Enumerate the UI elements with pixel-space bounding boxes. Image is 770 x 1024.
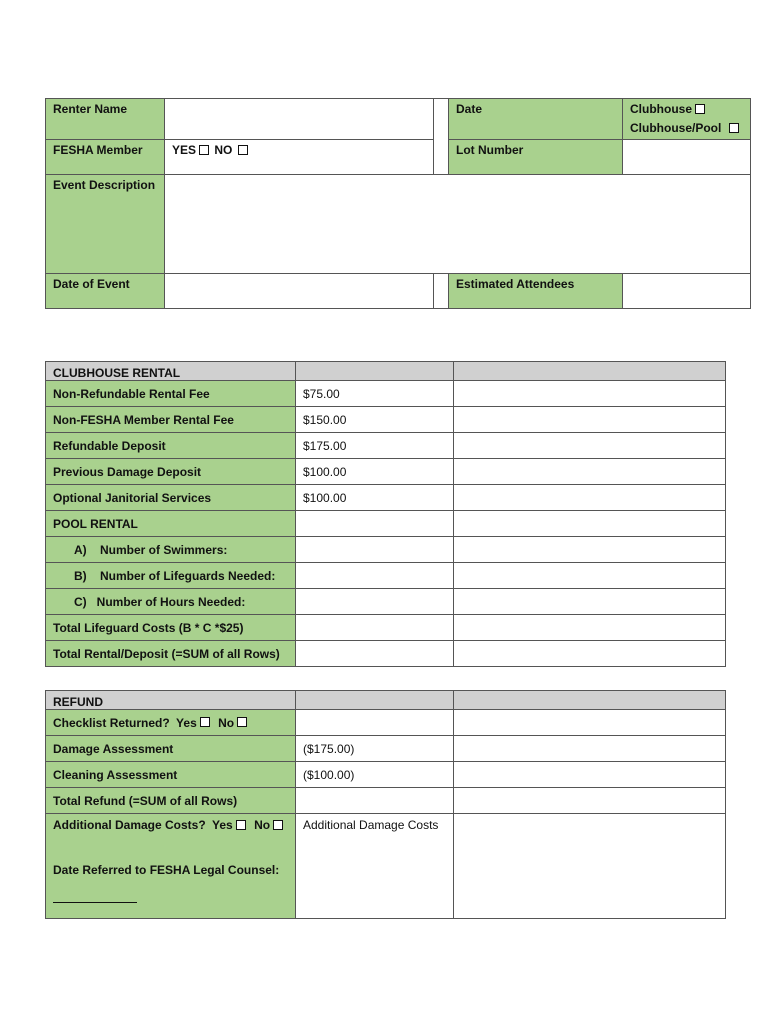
rental-row-entry[interactable]	[454, 485, 726, 511]
rental-row-value: $100.00	[296, 459, 454, 485]
rental-row-label: Total Lifeguard Costs (B * C *$25)	[46, 615, 296, 641]
rental-row-label: Refundable Deposit	[46, 433, 296, 459]
rental-row-label: Non-FESHA Member Rental Fee	[46, 407, 296, 433]
legal-counsel-label: Date Referred to FESHA Legal Counsel:	[53, 863, 280, 877]
checklist-label-text: Checklist Returned?	[53, 715, 170, 730]
estimated-attendees-label-text: Estimated Attendees	[456, 277, 575, 291]
spacer-column-top	[433, 98, 449, 175]
clubhouse-label: Clubhouse	[630, 102, 692, 116]
rental-header-blank	[296, 362, 454, 381]
checklist-yes-checkbox[interactable]	[200, 717, 210, 727]
rental-row-value[interactable]	[296, 537, 454, 563]
event-description-label	[45, 174, 165, 274]
clubhouse-pool-checkbox[interactable]	[729, 123, 739, 133]
table-row	[46, 381, 726, 407]
date-of-event-field[interactable]	[164, 273, 434, 309]
renter-name-label-text: Renter Name	[53, 102, 128, 116]
total-refund-value[interactable]	[296, 788, 454, 814]
clubhouse-pool-label: Clubhouse/Pool	[630, 121, 722, 135]
rental-row-value[interactable]	[296, 615, 454, 641]
rental-row-entry[interactable]	[454, 433, 726, 459]
rental-row-label: Total Rental/Deposit (=SUM of all Rows)	[46, 641, 296, 667]
refund-row-entry[interactable]	[454, 736, 726, 762]
rental-row-entry[interactable]	[454, 511, 726, 537]
additional-damage-no-checkbox[interactable]	[273, 820, 283, 830]
event-description-field[interactable]	[164, 174, 751, 274]
rental-row-entry[interactable]	[454, 563, 726, 589]
table-row	[46, 485, 726, 511]
fesha-yes-checkbox[interactable]	[199, 145, 209, 155]
clubhouse-pool-option	[630, 119, 743, 138]
rental-row-label: C) Number of Hours Needed:	[46, 589, 296, 615]
table-row	[46, 589, 726, 615]
checklist-yes-label: Yes	[176, 715, 197, 730]
rental-row-value: $100.00	[296, 485, 454, 511]
rental-row-label: A) Number of Swimmers:	[46, 537, 296, 563]
table-row	[46, 788, 726, 814]
clubhouse-checkbox[interactable]	[695, 104, 705, 114]
cleaning-assessment-label: Cleaning Assessment	[46, 762, 296, 788]
date-label	[448, 98, 623, 140]
table-row	[46, 641, 726, 667]
fesha-member-label	[45, 139, 165, 175]
rental-row-label: Previous Damage Deposit	[46, 459, 296, 485]
date-of-event-label-text: Date of Event	[53, 277, 130, 291]
refund-header-blank	[296, 691, 454, 710]
rental-row-label: POOL RENTAL	[46, 511, 296, 537]
date-of-event-label	[45, 273, 165, 309]
additional-damage-value: Additional Damage Costs	[296, 814, 454, 919]
rental-row-entry[interactable]	[454, 407, 726, 433]
rental-row-value[interactable]	[296, 641, 454, 667]
refund-row-entry[interactable]	[454, 762, 726, 788]
table-row	[46, 814, 726, 919]
rental-row-label: Optional Janitorial Services	[46, 485, 296, 511]
rental-row-entry[interactable]	[454, 459, 726, 485]
table-row	[46, 511, 726, 537]
damage-assessment-value: ($175.00)	[296, 736, 454, 762]
refund-header-blank	[454, 691, 726, 710]
additional-damage-no-label: No	[254, 818, 271, 832]
rental-row-entry[interactable]	[454, 641, 726, 667]
checklist-no-label: No	[218, 715, 235, 730]
additional-damage-label-text: Additional Damage Costs?	[53, 818, 206, 832]
rental-row-label: B) Number of Lifeguards Needed:	[46, 563, 296, 589]
table-row	[46, 736, 726, 762]
total-refund-label: Total Refund (=SUM of all Rows)	[46, 788, 296, 814]
rental-row-value: $75.00	[296, 381, 454, 407]
fesha-no-label: NO	[214, 143, 233, 157]
refund-table	[45, 690, 726, 919]
venue-choice	[622, 98, 751, 140]
estimated-attendees-label	[448, 273, 623, 309]
renter-name-label	[45, 98, 165, 140]
table-row	[46, 433, 726, 459]
estimated-attendees-field[interactable]	[622, 273, 751, 309]
refund-header: REFUND	[46, 691, 296, 710]
fesha-member-choice	[164, 139, 434, 175]
date-label-text: Date	[456, 102, 483, 116]
legal-counsel-date-line[interactable]	[53, 889, 288, 903]
additional-damage-label	[46, 814, 296, 919]
refund-row-value[interactable]	[296, 710, 454, 736]
rental-row-entry[interactable]	[454, 589, 726, 615]
cleaning-assessment-value: ($100.00)	[296, 762, 454, 788]
lot-number-label-text: Lot Number	[456, 143, 524, 157]
rental-row-label: Non-Refundable Rental Fee	[46, 381, 296, 407]
fesha-no-checkbox[interactable]	[238, 145, 248, 155]
lot-number-field[interactable]	[622, 139, 751, 175]
rental-row-value[interactable]	[296, 589, 454, 615]
table-row	[46, 615, 726, 641]
clubhouse-option	[630, 100, 743, 119]
additional-damage-yes-label: Yes	[212, 818, 233, 832]
table-row	[46, 407, 726, 433]
damage-assessment-label: Damage Assessment	[46, 736, 296, 762]
spacer-column-bottom	[433, 273, 449, 309]
additional-damage-question	[53, 818, 288, 832]
rental-row-entry[interactable]	[454, 615, 726, 641]
table-row	[46, 563, 726, 589]
checklist-no-checkbox[interactable]	[237, 717, 247, 727]
rental-row-entry[interactable]	[454, 381, 726, 407]
refund-row-entry[interactable]	[454, 710, 726, 736]
fesha-yes-label: YES	[172, 143, 197, 157]
rental-header-row	[46, 362, 726, 381]
rental-row-value: $175.00	[296, 433, 454, 459]
rental-row-value: $150.00	[296, 407, 454, 433]
additional-damage-yes-checkbox[interactable]	[236, 820, 246, 830]
rental-row-value[interactable]	[296, 563, 454, 589]
refund-header-row	[46, 691, 726, 710]
refund-row-entry[interactable]	[454, 788, 726, 814]
refund-row-entry[interactable]	[454, 814, 726, 919]
lot-number-label	[448, 139, 623, 175]
renter-name-field[interactable]	[164, 98, 434, 140]
table-row	[46, 710, 726, 736]
checklist-returned-label	[46, 710, 296, 736]
table-row	[46, 537, 726, 563]
signature-line	[53, 902, 137, 903]
fesha-member-label-text: FESHA Member	[53, 143, 143, 157]
rental-row-value[interactable]	[296, 511, 454, 537]
table-row	[46, 459, 726, 485]
event-description-label-text: Event Description	[53, 178, 156, 192]
rental-row-entry[interactable]	[454, 537, 726, 563]
rental-header: CLUBHOUSE RENTAL	[46, 362, 296, 381]
table-row	[46, 762, 726, 788]
rental-header-blank	[454, 362, 726, 381]
rental-table	[45, 361, 726, 667]
